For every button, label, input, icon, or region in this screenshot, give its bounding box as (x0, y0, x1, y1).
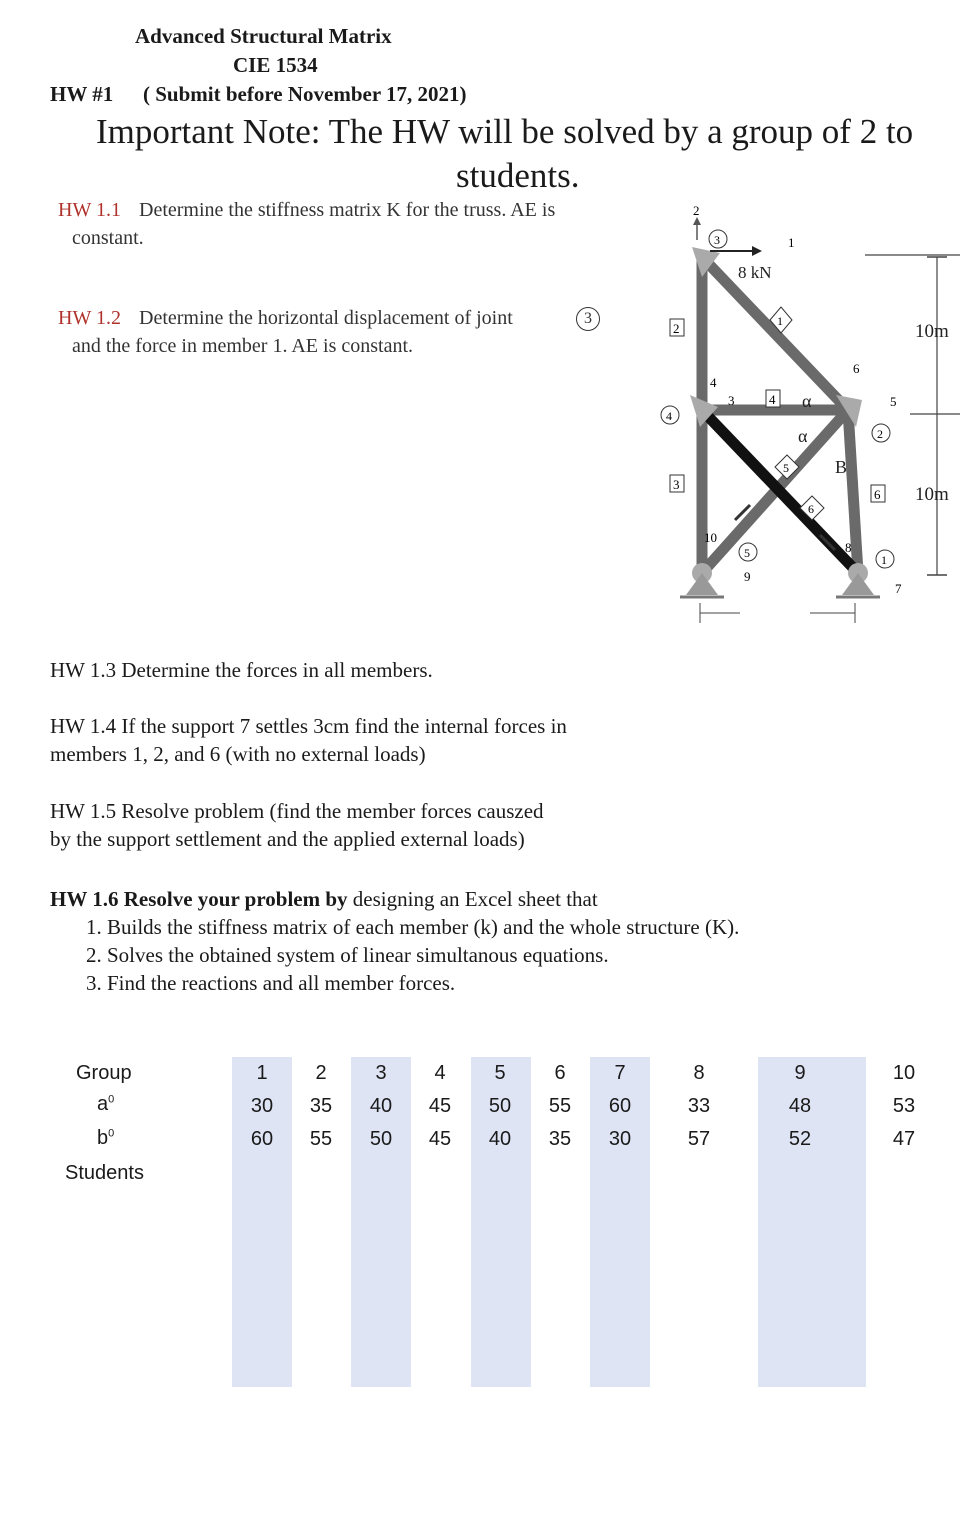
dim-bottom-label: 10m (915, 484, 949, 505)
hw13-text: HW 1.3 Determine the forces in all members. (50, 658, 433, 682)
joint-5: 5 (744, 546, 750, 560)
hw12-joint-circle: 3 (576, 307, 600, 331)
hw14-line1: HW 1.4 If the support 7 settles 3cm find the internal forces in (50, 714, 567, 738)
table-cell-groups-9: 9 (794, 1062, 806, 1084)
table-cell-a-7: 60 (608, 1095, 632, 1117)
dof-5: 5 (890, 394, 897, 409)
course-code: CIE 1534 (233, 53, 318, 77)
hw11-text: Determine the stiffness matrix K for the truss. AE is (139, 199, 556, 221)
hw-label: HW #1 (50, 82, 114, 106)
alpha-label-2: α (798, 426, 808, 446)
table-cell-a-9: 48 (788, 1095, 812, 1117)
hw16-heading (50, 887, 598, 912)
member-5: 5 (783, 461, 789, 475)
dof-7: 7 (895, 581, 902, 596)
table-cell-a-6: 55 (548, 1095, 572, 1117)
important-note-line1: Important Note: The HW will be solved by a group of 2 to (96, 112, 914, 151)
table-cell-a-8: 33 (687, 1095, 711, 1117)
hw15-line1: HW 1.5 Resolve problem (find the member forces causzed (50, 799, 544, 823)
table-cell-groups-10: 10 (892, 1062, 916, 1084)
dof-10: 10 (704, 530, 717, 545)
member-2: 2 (673, 321, 680, 336)
table-cell-a-4: 45 (428, 1095, 452, 1117)
table-cell-groups-6: 6 (554, 1062, 566, 1084)
table-cell-b-10: 47 (892, 1128, 916, 1150)
dof-4: 4 (710, 375, 717, 390)
member-6: 6 (874, 487, 881, 502)
hw16-rest: designing an Excel sheet that (347, 887, 598, 911)
beta-label: B (835, 457, 848, 477)
hw14-line2: members 1, 2, and 6 (with no external loads) (50, 742, 426, 766)
table-cell-b-4: 45 (428, 1128, 452, 1150)
table-cell-groups-4: 4 (434, 1062, 446, 1084)
hw16-bold: HW 1.6 Resolve your problem by (50, 887, 348, 911)
hw12-text: Determine the horizontal displacement of joint (139, 307, 513, 329)
hw11-number: HW 1.1 (58, 199, 121, 221)
table-cell-a-5: 50 (488, 1095, 512, 1117)
table-cell-a-3: 40 (369, 1095, 393, 1117)
member-6-diamond: 6 (808, 502, 814, 516)
hw16-item-1: 1. Builds the stiffness matrix of each member (k) and the whole structure (K). (86, 915, 740, 939)
table-cell-groups-1: 1 (256, 1062, 268, 1084)
alpha-label-1: α (802, 391, 812, 411)
row-label-a: $a^0$ (97, 1093, 115, 1115)
table-cell-a-1: 30 (250, 1095, 274, 1117)
joint-2: 2 (877, 427, 883, 441)
dof-6: 6 (853, 361, 860, 376)
table-cell-groups-5: 5 (494, 1062, 506, 1084)
table-cell-b-5: 40 (488, 1128, 512, 1150)
dof-2: 2 (693, 203, 700, 218)
load-label: 8 kN (738, 263, 772, 282)
hw16-item-3: 3. Find the reactions and all member forces. (86, 971, 456, 995)
table-cell-b-6: 35 (548, 1128, 572, 1150)
hw11-text2: constant. (72, 227, 144, 249)
course-title: Advanced Structural Matrix (135, 24, 392, 48)
table-cell-groups-3: 3 (375, 1062, 387, 1084)
table-cell-b-3: 50 (369, 1128, 393, 1150)
dim-top-label: 10m (915, 321, 949, 342)
table-cell-groups-7: 7 (614, 1062, 626, 1084)
dof-8: 8 (845, 540, 852, 555)
joint-4: 4 (666, 409, 672, 423)
row-label-b: $b^0$ (97, 1127, 115, 1149)
joint-1: 1 (881, 553, 887, 567)
row-label-students: Students (65, 1162, 144, 1184)
dof-3: 3 (728, 393, 735, 408)
dof-9: 9 (744, 569, 751, 584)
table-cell-b-7: 30 (608, 1128, 632, 1150)
joint-3: 3 (714, 233, 720, 247)
hw12-number: HW 1.2 (58, 307, 121, 329)
member-1: 1 (777, 314, 783, 328)
deadline: ( Submit before November 17, 2021) (143, 82, 467, 106)
member-3: 3 (673, 477, 680, 492)
hw15-line2: by the support settlement and the applied external loads) (50, 827, 525, 851)
hw12-text2: and the force in member 1. AE is constant. (72, 335, 414, 357)
truss-figure (640, 195, 968, 635)
table-cell-a-2: 35 (309, 1095, 333, 1117)
row-label-group: Group (76, 1062, 132, 1084)
table-cell-a-10: 53 (892, 1095, 916, 1117)
important-note-line2: students. (456, 156, 580, 195)
member-4: 4 (769, 392, 776, 407)
table-cell-b-8: 57 (687, 1128, 711, 1150)
table-cell-b-2: 55 (309, 1128, 333, 1150)
table-cell-groups-2: 2 (315, 1062, 327, 1084)
dof-1: 1 (788, 235, 795, 250)
table-cell-groups-8: 8 (693, 1062, 705, 1084)
table-cell-b-9: 52 (788, 1128, 812, 1150)
table-cell-b-1: 60 (250, 1128, 274, 1150)
hw16-item-2: 2. Solves the obtained system of linear simultanous equations. (86, 943, 609, 967)
